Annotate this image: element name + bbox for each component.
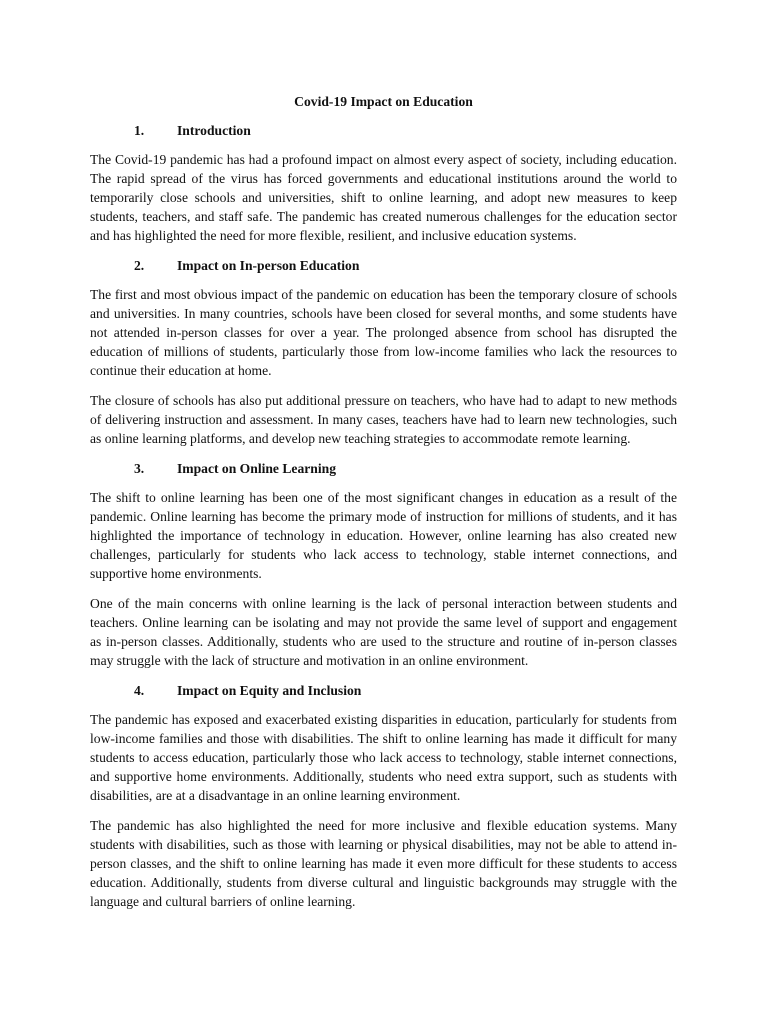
section-heading	[90, 681, 677, 700]
paragraph: The shift to online learning has been one of the most significant changes in education as a result of the pandemic. Online learning has become the primary mode of instruction for millions of students, and it has highlighted the importance of technology in education. However, online learning has also created new challenges, particularly for students who lack access to technology, stable internet connections, and supportive home environments.	[90, 490, 677, 581]
section-heading	[90, 121, 677, 140]
document-title: Covid-19 Impact on Education	[294, 94, 473, 109]
section-title: Impact on In-person Education	[177, 258, 360, 273]
paragraph: The Covid-19 pandemic has had a profound impact on almost every aspect of society, including education. The rapid spread of the virus has forced governments and educational institutions around the world to temporarily close schools and universities, shift to online learning, and adopt new measures to keep students, teachers, and staff safe. The pandemic has created numerous challenges for the education sector and has highlighted the need for more flexible, resilient, and inclusive education systems.	[90, 152, 677, 243]
section-heading	[90, 256, 677, 275]
section-heading	[90, 459, 677, 478]
section-number: 1.	[134, 123, 145, 138]
section-number: 2.	[134, 258, 145, 273]
section-in-person-education	[90, 256, 677, 448]
section-number: 3.	[134, 461, 145, 476]
section-equity-inclusion	[90, 681, 677, 911]
section-introduction	[90, 121, 677, 245]
section-online-learning	[90, 459, 677, 670]
section-number: 4.	[134, 683, 145, 698]
document-page	[90, 92, 677, 922]
section-title: Introduction	[177, 123, 251, 138]
paragraph: The closure of schools has also put additional pressure on teachers, who have had to adapt to new methods of delivering instruction and assessment. In many cases, teachers have had to learn new technologies, such as online learning platforms, and develop new teaching strategies to accommodate remote learning.	[90, 393, 677, 446]
paragraph: The pandemic has also highlighted the need for more inclusive and flexible education systems. Many students with disabilities, such as those with learning or physical disabilities, may not be able to attend in-person classes, and the shift to online learning has made it even more difficult for these students to access education. Additionally, students from diverse cultural and linguistic backgrounds may struggle with the language and cultural barriers of online learning.	[90, 818, 677, 909]
paragraph: The pandemic has exposed and exacerbated existing disparities in education, particularly for students from low-income families and those with disabilities. The shift to online learning has made it difficult for many students to access education, particularly those who lack access to technology, stable internet connections, and supportive home environments. Additionally, students who need extra support, such as students with disabilities, are at a disadvantage in an online learning environment.	[90, 712, 677, 803]
section-title: Impact on Online Learning	[177, 461, 336, 476]
paragraph: The first and most obvious impact of the pandemic on education has been the temporary closure of schools and universities. In many countries, schools have been closed for several months, and some students have not attended in-person classes for over a year. The prolonged absence from school has disrupted the education of millions of students, particularly those from low-income families who lack the resources to continue their education at home.	[90, 287, 677, 378]
paragraph: One of the main concerns with online learning is the lack of personal interaction between students and teachers. Online learning can be isolating and may not provide the same level of support and engagement as in-person classes. Additionally, students who are used to the structure and routine of in-person classes may struggle with the lack of structure and motivation in an online environment.	[90, 596, 677, 668]
section-title: Impact on Equity and Inclusion	[177, 683, 362, 698]
